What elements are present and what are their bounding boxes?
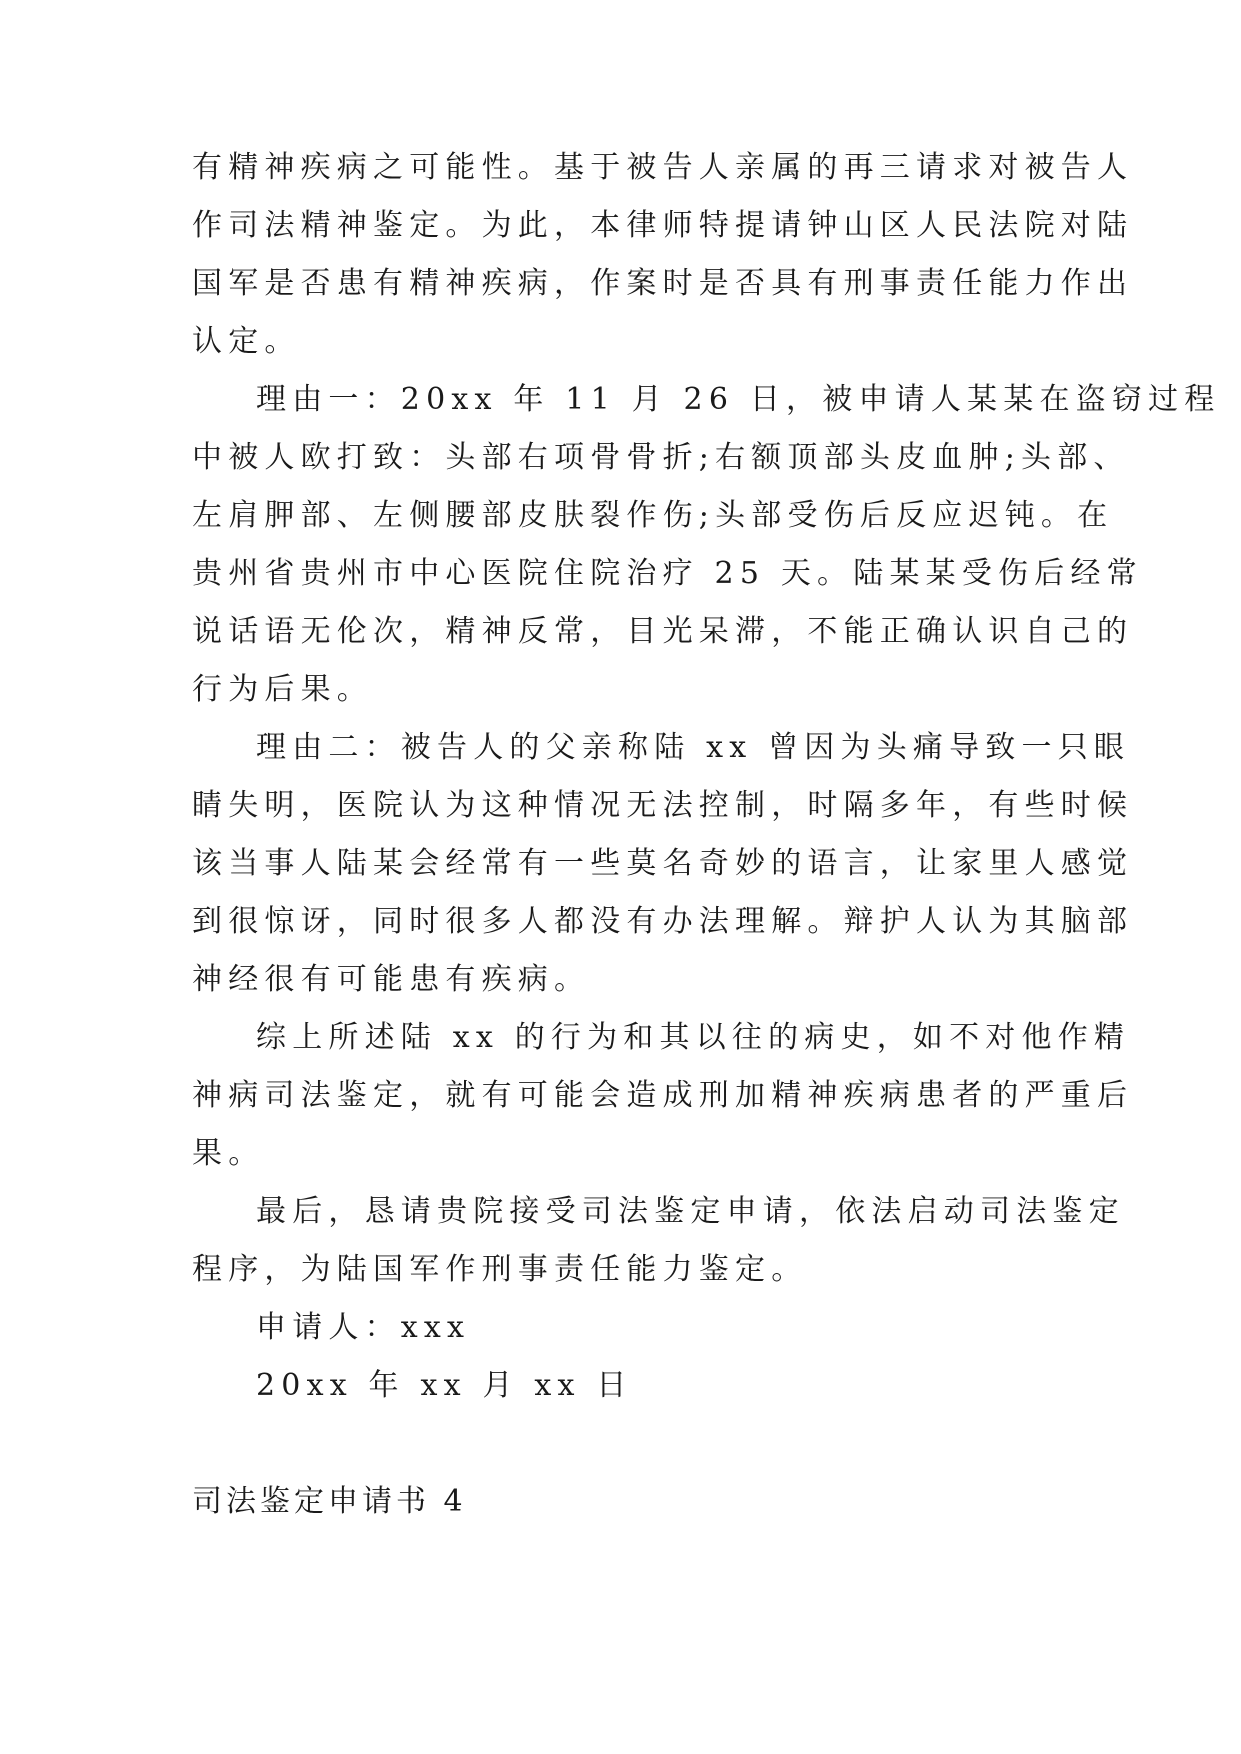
section-title: 司法鉴定申请书 4 <box>192 1484 467 1519</box>
paragraph-line: 有精神疾病之可能性。基于被告人亲属的再三请求对被告人 <box>192 150 1134 185</box>
paragraph-line: 该当事人陆某会经常有一些莫名奇妙的语言，让家里人感觉 <box>192 846 1134 881</box>
applicant-line: 申请人：xxx <box>256 1310 471 1345</box>
paragraph-line: 理由二：被告人的父亲称陆 xx 曾因为头痛导致一只眼 <box>256 730 1131 765</box>
paragraph-line: 左肩胛部、左侧腰部皮肤裂作伤;头部受伤后反应迟钝。在 <box>192 498 1114 533</box>
paragraph-line: 国军是否患有精神疾病，作案时是否具有刑事责任能力作出 <box>192 266 1134 301</box>
paragraph-line: 说话语无伦次，精神反常，目光呆滞，不能正确认识自己的 <box>192 614 1134 649</box>
paragraph-line: 神病司法鉴定，就有可能会造成刑加精神疾病患者的严重后 <box>192 1078 1134 1113</box>
paragraph-line: 最后，恳请贵院接受司法鉴定申请，依法启动司法鉴定 <box>256 1194 1125 1229</box>
paragraph-line: 综上所述陆 xx 的行为和其以往的病史，如不对他作精 <box>256 1020 1131 1055</box>
paragraph-line: 行为后果。 <box>192 672 373 707</box>
paragraph-line: 理由一：20xx 年 11 月 26 日，被申请人某某在盗窃过程 <box>256 382 1221 417</box>
paragraph-line: 贵州省贵州市中心医院住院治疗 25 天。陆某某受伤后经常 <box>192 556 1143 591</box>
paragraph-line: 到很惊讶，同时很多人都没有办法理解。辩护人认为其脑部 <box>192 904 1134 939</box>
paragraph-line: 认定。 <box>192 324 301 359</box>
paragraph-line: 睛失明，医院认为这种情况无法控制，时隔多年，有些时候 <box>192 788 1134 823</box>
paragraph-line: 神经很有可能患有疾病。 <box>192 962 591 997</box>
paragraph-line: 果。 <box>192 1136 265 1171</box>
paragraph-line: 作司法精神鉴定。为此，本律师特提请钟山区人民法院对陆 <box>192 208 1134 243</box>
date-line: 20xx 年 xx 月 xx 日 <box>256 1368 633 1403</box>
paragraph-line: 程序，为陆国军作刑事责任能力鉴定。 <box>192 1252 808 1287</box>
paragraph-line: 中被人欧打致：头部右项骨骨折;右额顶部头皮血肿;头部、 <box>192 440 1130 475</box>
